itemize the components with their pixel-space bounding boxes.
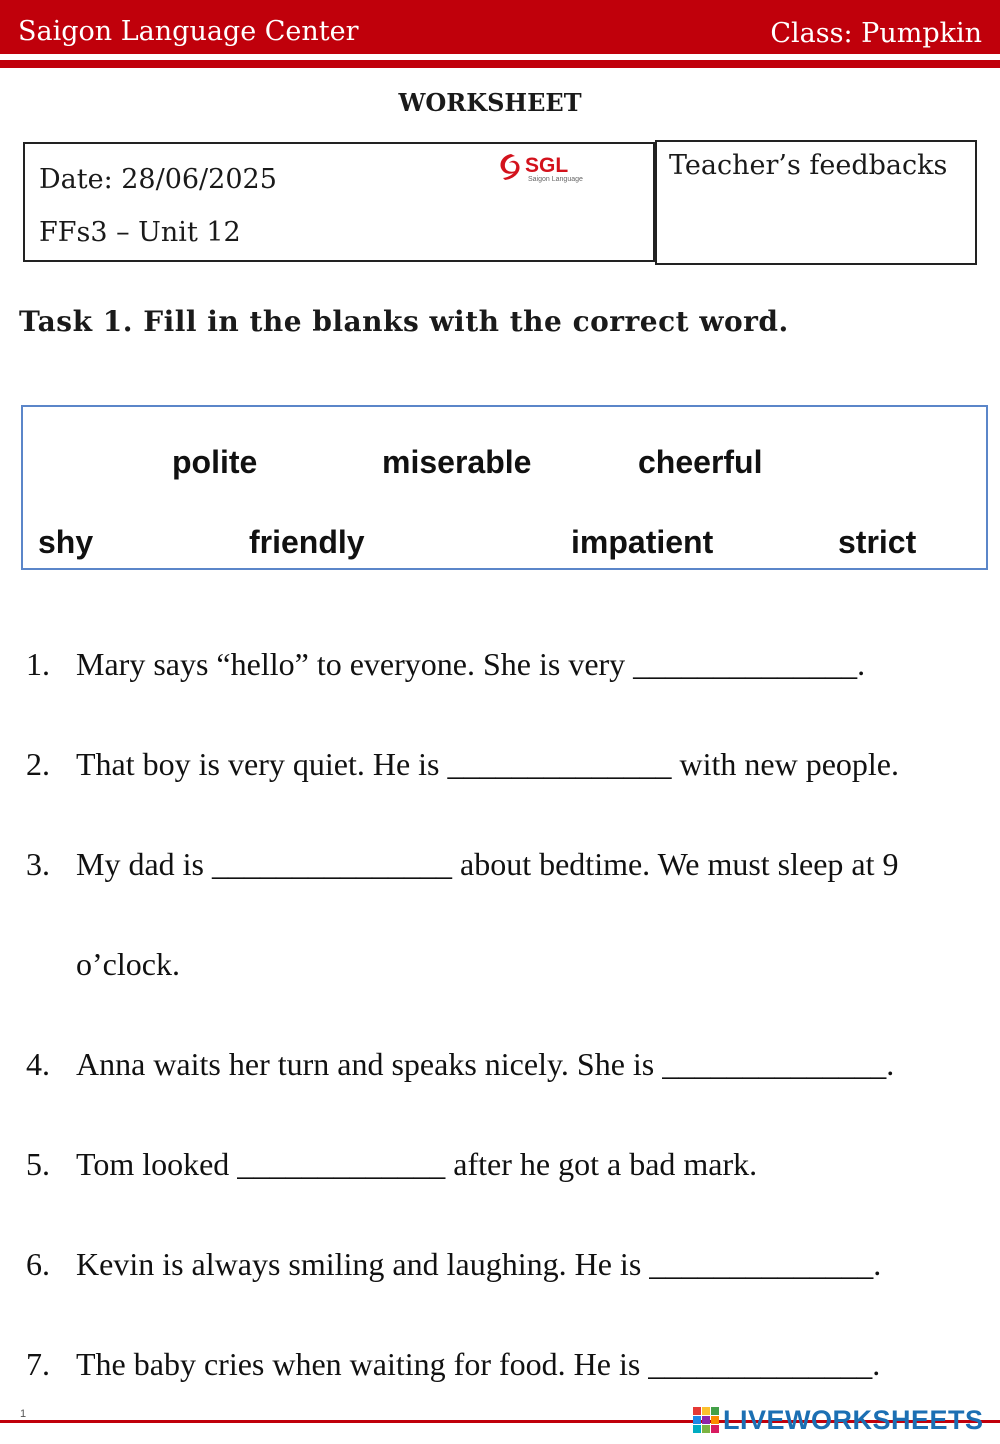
question-text: Kevin is always smiling and laughing. He is ______________. <box>76 1246 882 1282</box>
question-item <box>26 846 899 883</box>
question-continuation: o’clock. <box>76 946 180 982</box>
question-item <box>26 1046 894 1083</box>
question-text: Mary says “hello” to everyone. She is very ______________. <box>76 646 866 682</box>
worksheet-title: WORKSHEET <box>398 88 582 117</box>
liveworksheets-text: LIVEWORKSHEETS <box>723 1404 984 1435</box>
question-number: 3. <box>26 846 50 882</box>
question-item <box>26 1346 880 1383</box>
header-divider <box>0 60 1000 68</box>
class-label: Class: Pumpkin <box>770 18 982 49</box>
liveworksheets-brand[interactable] <box>693 1405 984 1435</box>
liveworksheets-logo-icon <box>693 1407 719 1433</box>
question-item <box>26 1246 881 1283</box>
question-item <box>26 1146 757 1183</box>
question-number: 4. <box>26 1046 50 1082</box>
question-number: 2. <box>26 746 50 782</box>
logo-name-text: SGL <box>525 154 569 177</box>
page-number: 1 <box>20 1408 27 1420</box>
teacher-feedback-box <box>655 140 977 265</box>
word-bank-item: shy <box>38 524 94 560</box>
feedback-label: Teacher’s feedbacks <box>669 150 948 181</box>
question-number: 7. <box>26 1346 50 1382</box>
question-item <box>26 746 899 783</box>
word-bank-item: cheerful <box>638 444 763 480</box>
question-text: That boy is very quiet. He is ______________ with new people. <box>76 746 899 782</box>
question-text: The baby cries when waiting for food. He is ______________. <box>76 1346 881 1382</box>
task-title: Task 1. Fill in the blanks with the correct word. <box>19 305 789 338</box>
word-bank-item: impatient <box>571 524 714 560</box>
school-name: Saigon Language Center <box>18 16 359 47</box>
question-item <box>26 646 865 683</box>
question-text: Tom looked _____________ after he got a bad mark. <box>76 1146 758 1182</box>
date-text: Date: 28/06/2025 <box>39 164 277 195</box>
question-number: 1. <box>26 646 50 682</box>
info-box <box>23 142 655 262</box>
word-bank-item: strict <box>838 524 917 560</box>
word-bank-item: miserable <box>382 444 532 480</box>
question-number: 5. <box>26 1146 50 1182</box>
sgl-logo-icon <box>495 148 605 188</box>
question-text: Anna waits her turn and speaks nicely. She is ______________. <box>76 1046 895 1082</box>
question-number: 6. <box>26 1246 50 1282</box>
word-bank <box>21 405 988 570</box>
unit-text: FFs3 – Unit 12 <box>39 217 241 248</box>
question-text: My dad is _______________ about bedtime. We must sleep at 9 <box>76 846 899 882</box>
word-bank-item: friendly <box>249 524 365 560</box>
logo-subtitle-text: Saigon Language <box>528 176 583 183</box>
word-bank-item: polite <box>172 444 258 480</box>
